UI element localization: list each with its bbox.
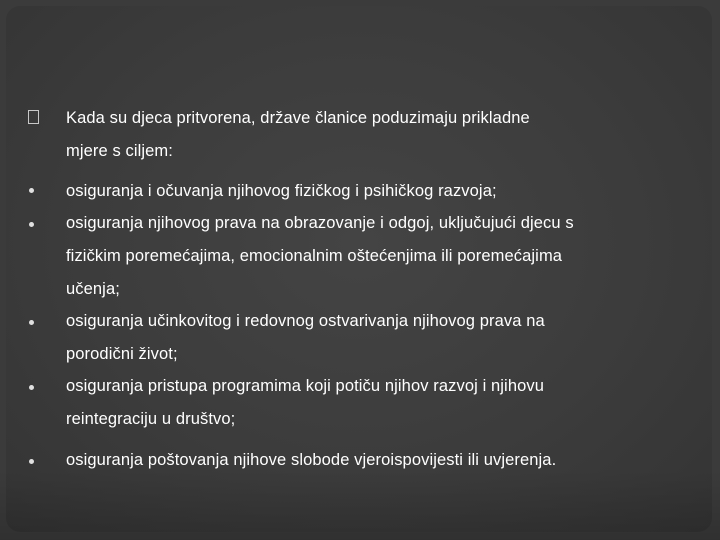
list-item-2-line-3: učenja; bbox=[66, 280, 120, 298]
list-item-1-line-1: osiguranja i očuvanja njihovog fizičkog i psihičkog razvoja; bbox=[66, 182, 497, 200]
list-item-4-line-1: osiguranja pristupa programima koji potiču njihov razvoj i njihovu bbox=[66, 377, 545, 395]
list-item-2-line-2: fizičkim poremećajima, emocionalnim oštećenjima ili poremećajima bbox=[66, 247, 563, 265]
intro-line-2: mjere s ciljem: bbox=[66, 142, 173, 160]
list-item-3-line-1: osiguranja učinkovitog i redovnog ostvarivanja njihovog prava na bbox=[66, 312, 545, 330]
bullet-icon bbox=[29, 459, 34, 464]
list-item-2-line-1: osiguranja njihovog prava na obrazovanje i odgoj, uključujući djecu s bbox=[66, 214, 574, 232]
bullet-icon bbox=[29, 385, 34, 390]
list-item-3-line-2: porodični život; bbox=[66, 345, 178, 363]
square-bullet-icon bbox=[28, 110, 39, 124]
bullet-icon bbox=[29, 222, 34, 227]
bullet-icon bbox=[29, 320, 34, 325]
list-item-5-line-1: osiguranja poštovanja njihove slobode vjeroispovijesti ili uvjerenja. bbox=[66, 451, 557, 469]
list-item-4-line-2: reintegraciju u društvo; bbox=[66, 410, 236, 428]
bullet-icon bbox=[29, 188, 34, 193]
intro-line-1: Kada su djeca pritvorena, države članice poduzimaju prikladne bbox=[66, 109, 530, 127]
